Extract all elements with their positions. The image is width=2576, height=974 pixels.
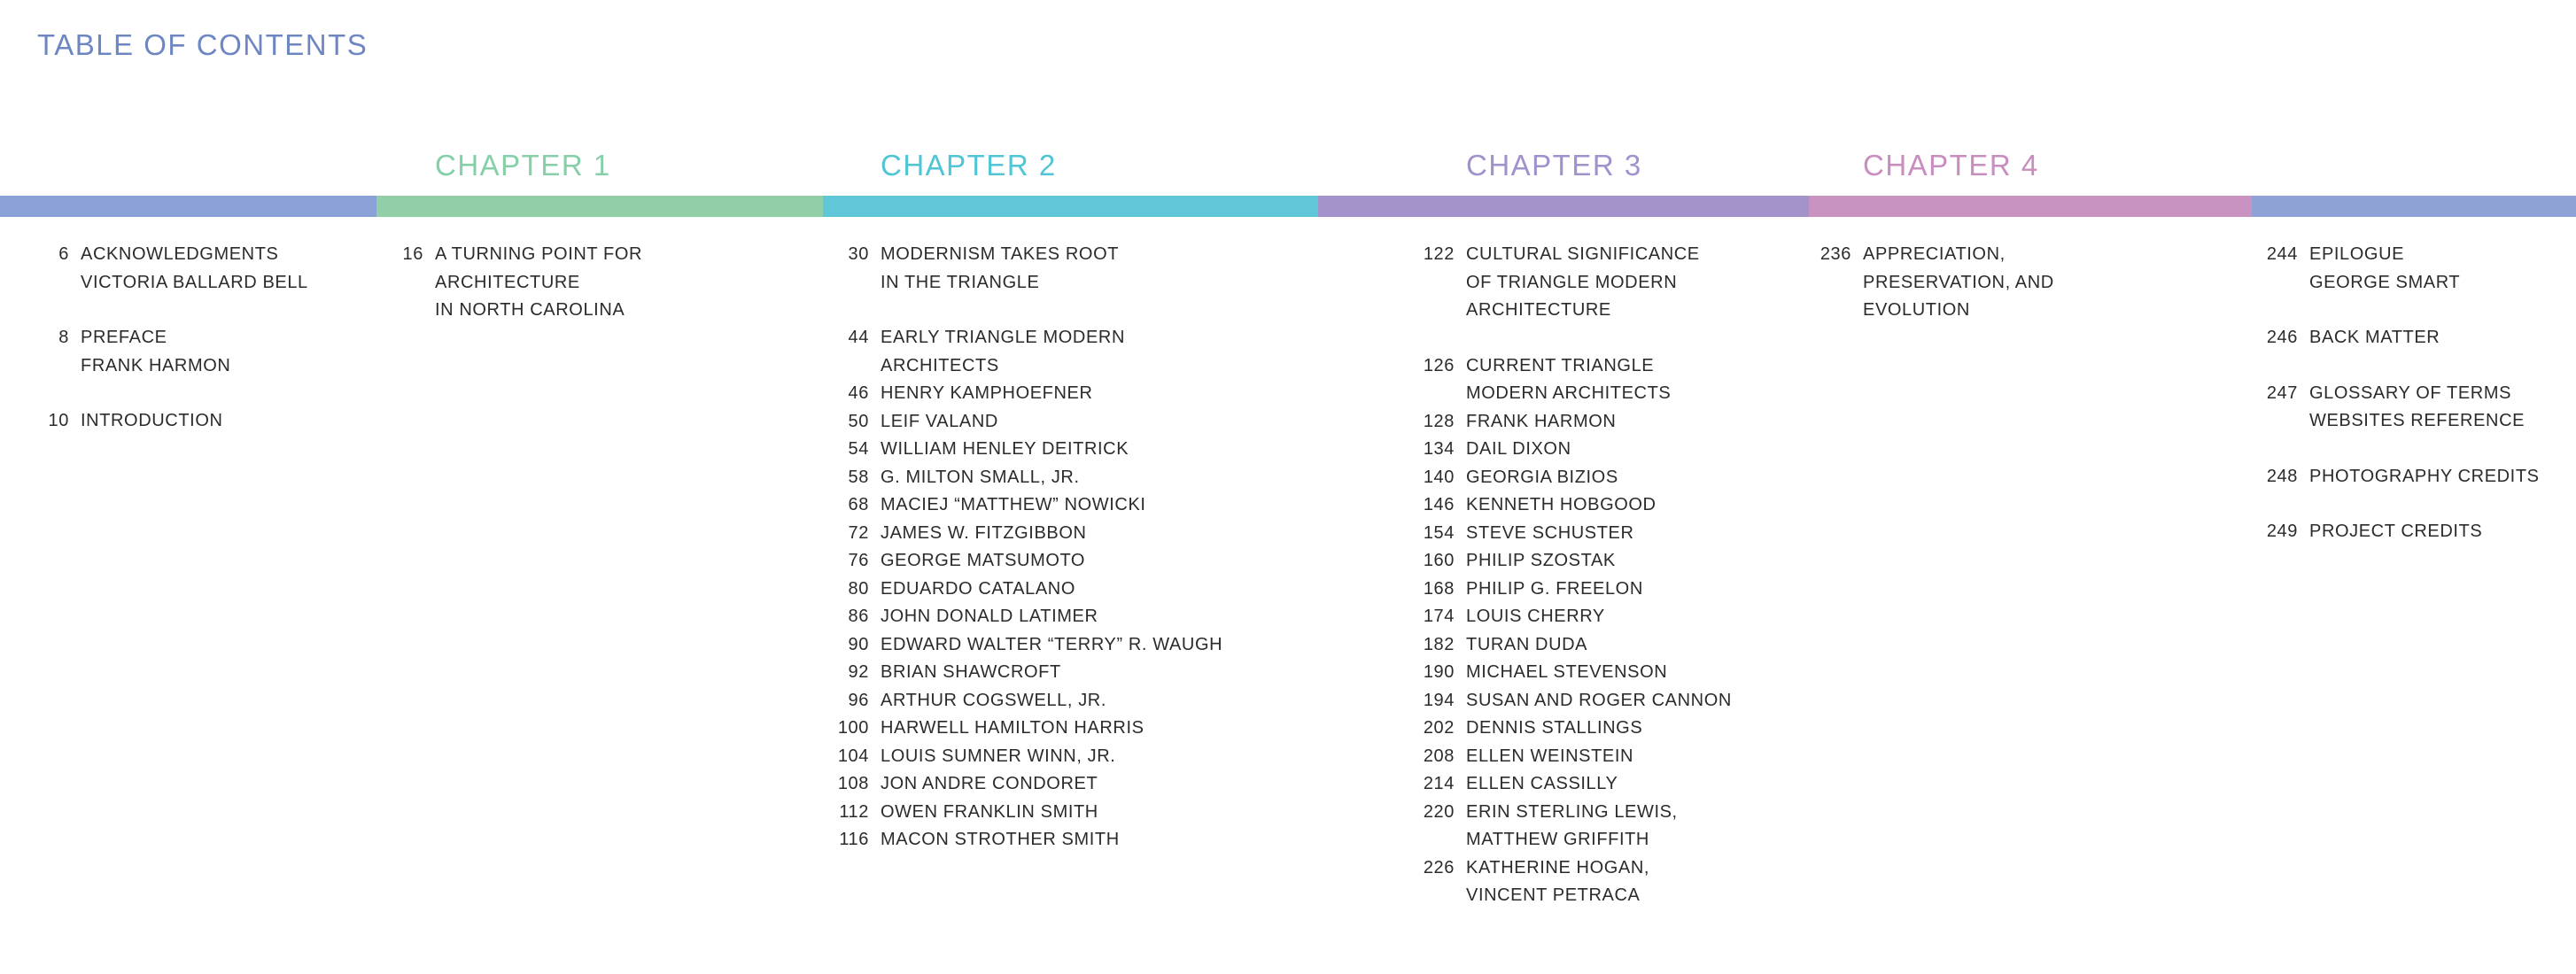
entry-title-continued: VINCENT PETRACA — [1466, 885, 1641, 905]
page-number: 10 — [48, 411, 69, 430]
band-segment-back — [2252, 196, 2576, 217]
entry-title: MODERNISM TAKES ROOT — [881, 244, 1120, 264]
page-number: 58 — [848, 467, 869, 487]
entry-title-continued: VICTORIA BALLARD BELL — [81, 272, 308, 292]
entry-title: LEIF VALAND — [881, 411, 998, 431]
entry-title: HENRY KAMPHOEFNER — [881, 383, 1093, 403]
entry-title: PHILIP G. FREELON — [1466, 578, 1643, 599]
entry-title-continued: MATTHEW GRIFFITH — [1466, 830, 1649, 849]
entry-title: MACIEJ “MATTHEW” NOWICKI — [881, 495, 1146, 514]
color-band — [0, 196, 2576, 217]
entry-title: ERIN STERLING LEWIS, — [1466, 801, 1678, 822]
entry-title: KENNETH HOBGOOD — [1466, 495, 1657, 514]
entry-title-continued: MODERN ARCHITECTS — [1466, 383, 1672, 403]
entry-title: ELLEN CASSILLY — [1466, 774, 1618, 793]
entry-title-continued: ARCHITECTURE — [435, 272, 580, 292]
page-number: 182 — [1423, 634, 1455, 654]
page-number: 90 — [848, 634, 869, 654]
chapter-2-heading: CHAPTER 2 — [881, 149, 1057, 182]
entry-title: BRIAN SHAWCROFT — [881, 662, 1061, 682]
entry-title: BACK MATTER — [2309, 328, 2440, 347]
entry-title-continued: PRESERVATION, AND — [1863, 272, 2054, 292]
band-segment-chapter-1 — [376, 196, 823, 217]
page-number: 226 — [1423, 857, 1455, 877]
band-segment-chapter-4 — [1809, 196, 2252, 217]
entry-title: GEORGIA BIZIOS — [1466, 467, 1618, 487]
page-number: 220 — [1423, 801, 1455, 822]
page-number: 244 — [2266, 244, 2298, 264]
entry-title: STEVE SCHUSTER — [1466, 522, 1634, 543]
entry-title: SUSAN AND ROGER CANNON — [1466, 690, 1732, 710]
entry-title: EDWARD WALTER “TERRY” R. WAUGH — [881, 634, 1223, 654]
entry-title: A TURNING POINT FOR — [435, 244, 643, 264]
page-number: 54 — [848, 439, 869, 459]
page-number: 100 — [837, 718, 869, 738]
page-number: 190 — [1423, 662, 1455, 682]
page-number: 92 — [848, 662, 869, 682]
page-number: 108 — [837, 774, 869, 793]
page-number: 128 — [1423, 411, 1455, 431]
entry-title: PHILIP SZOSTAK — [1466, 551, 1616, 570]
page-number: 140 — [1423, 467, 1455, 487]
entry-title: LOUIS CHERRY — [1466, 607, 1605, 626]
page-number: 72 — [848, 522, 869, 543]
page-number: 44 — [848, 328, 869, 347]
page-number: 122 — [1423, 244, 1455, 264]
chapter-4-heading: CHAPTER 4 — [1863, 149, 2039, 182]
entry-title: DENNIS STALLINGS — [1466, 718, 1643, 738]
page-number: 8 — [58, 328, 69, 347]
entry-title: DAIL DIXON — [1466, 439, 1571, 459]
entry-title: EPILOGUE — [2309, 244, 2405, 264]
entry-title-continued: GEORGE SMART — [2309, 272, 2461, 292]
entry-title: FRANK HARMON — [1466, 411, 1617, 431]
entry-title: PREFACE — [81, 328, 167, 347]
page-number: 112 — [839, 801, 869, 822]
entry-title: GLOSSARY OF TERMS — [2309, 383, 2512, 403]
page-number: 6 — [58, 244, 69, 264]
entry-title: WILLIAM HENLEY DEITRICK — [881, 439, 1129, 459]
chapter-3-heading: CHAPTER 3 — [1466, 149, 1642, 182]
entry-title-continued: IN NORTH CAROLINA — [435, 300, 625, 320]
page-number: 16 — [402, 244, 423, 264]
page-number: 248 — [2266, 466, 2298, 486]
entry-title: KATHERINE HOGAN, — [1466, 857, 1650, 877]
page-number: 246 — [2266, 328, 2298, 347]
page-number: 76 — [848, 551, 869, 570]
page-number: 126 — [1423, 355, 1455, 375]
entry-title: ELLEN WEINSTEIN — [1466, 746, 1634, 766]
entry-title: APPRECIATION, — [1863, 244, 2006, 264]
entry-title: JAMES W. FITZGIBBON — [881, 522, 1087, 543]
entry-title: ACKNOWLEDGMENTS — [81, 244, 279, 264]
page-number: 174 — [1423, 607, 1455, 626]
entry-title: HARWELL HAMILTON HARRIS — [881, 718, 1144, 738]
entry-title: MICHAEL STEVENSON — [1466, 662, 1668, 682]
entry-title-continued: EVOLUTION — [1863, 300, 1970, 320]
entry-title: PROJECT CREDITS — [2309, 522, 2483, 541]
entry-title: TURAN DUDA — [1466, 634, 1588, 654]
page-number: 134 — [1423, 439, 1455, 459]
entry-title: PHOTOGRAPHY CREDITS — [2309, 466, 2540, 486]
page-number: 168 — [1423, 578, 1455, 599]
entry-title: EARLY TRIANGLE MODERN — [881, 328, 1125, 347]
entry-title: CURRENT TRIANGLE — [1466, 355, 1655, 375]
page-number: 50 — [848, 411, 869, 431]
page-number: 247 — [2266, 383, 2298, 403]
chapter-1-heading: CHAPTER 1 — [435, 149, 611, 182]
page-title: TABLE OF CONTENTS — [37, 28, 369, 61]
entry-title: INTRODUCTION — [81, 411, 223, 430]
entry-title: OWEN FRANKLIN SMITH — [881, 801, 1098, 822]
band-segment-chapter-3 — [1318, 196, 1809, 217]
page-number: 116 — [839, 830, 869, 849]
entry-title: GEORGE MATSUMOTO — [881, 551, 1086, 570]
entry-title-continued: FRANK HARMON — [81, 355, 231, 375]
page-number: 96 — [848, 690, 869, 710]
entry-title: JOHN DONALD LATIMER — [881, 607, 1098, 626]
entry-title: LOUIS SUMNER WINN, JR. — [881, 746, 1116, 766]
entry-title: G. MILTON SMALL, JR. — [881, 467, 1080, 487]
entry-title: MACON STROTHER SMITH — [881, 830, 1120, 849]
entry-title: ARTHUR COGSWELL, JR. — [881, 690, 1106, 710]
page-number: 208 — [1423, 746, 1455, 766]
page-number: 86 — [848, 607, 869, 626]
page-number: 68 — [848, 495, 869, 514]
entry-title-continued: OF TRIANGLE MODERN — [1466, 272, 1678, 292]
entry-title-continued: WEBSITES REFERENCE — [2309, 411, 2526, 430]
page-number: 154 — [1423, 522, 1455, 543]
page-number: 202 — [1423, 718, 1455, 738]
entry-title: CULTURAL SIGNIFICANCE — [1466, 244, 1700, 264]
page-number: 46 — [848, 383, 869, 403]
page-number: 236 — [1819, 244, 1851, 264]
page-number: 160 — [1423, 551, 1455, 570]
entry-title: EDUARDO CATALANO — [881, 578, 1076, 599]
page-number: 30 — [848, 244, 869, 264]
page-number: 249 — [2266, 522, 2298, 541]
page-number: 194 — [1423, 690, 1455, 710]
page-number: 80 — [848, 578, 869, 599]
band-segment-chapter-2 — [823, 196, 1318, 217]
entry-title-continued: IN THE TRIANGLE — [881, 272, 1040, 292]
entry-title-continued: ARCHITECTURE — [1466, 300, 1611, 320]
entry-title-continued: ARCHITECTS — [881, 355, 999, 375]
band-segment-front — [0, 196, 376, 217]
page-number: 214 — [1423, 774, 1455, 793]
page-number: 146 — [1423, 495, 1455, 514]
entry-title: JON ANDRE CONDORET — [881, 774, 1098, 793]
page-number: 104 — [837, 746, 869, 766]
